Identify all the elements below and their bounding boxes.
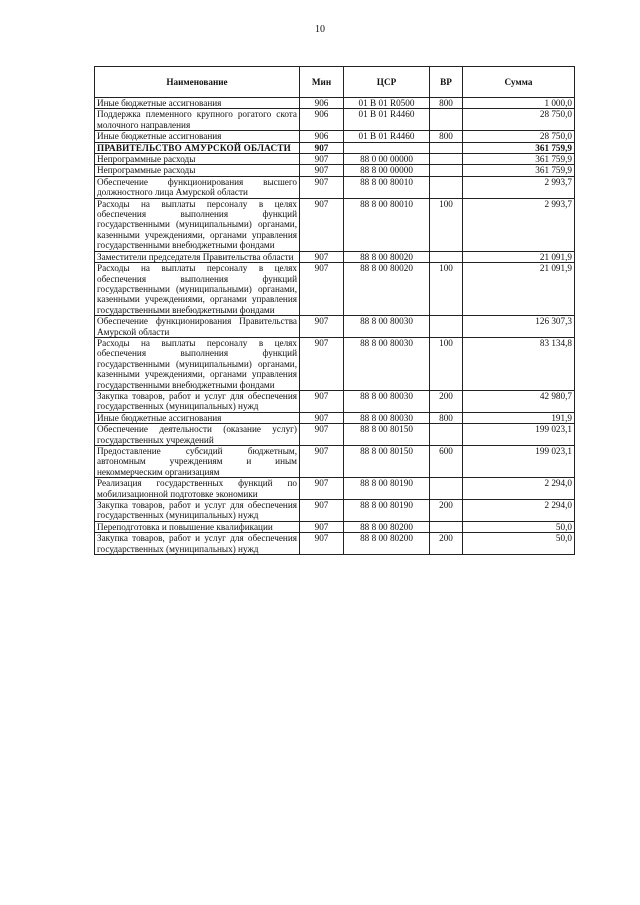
cell-min: 907 (300, 446, 344, 478)
header-name: Наименование (95, 67, 300, 98)
cell-name: Расходы на выплаты персоналу в целях обеспечения выполнения функций государственными (муниципальными) органами, казенными учреждениями, органами управления государственными внебюджетными фондами (95, 337, 300, 390)
table-row (95, 316, 575, 338)
cell-min: 907 (300, 412, 344, 423)
cell-vr (430, 251, 463, 262)
cell-csr: 88 8 00 80030 (344, 412, 430, 423)
cell-sum: 21 091,9 (463, 263, 575, 316)
table-row (95, 165, 575, 176)
cell-vr (430, 176, 463, 198)
table-row (95, 412, 575, 423)
cell-name: Иные бюджетные ассигнования (95, 131, 300, 142)
cell-min: 907 (300, 478, 344, 500)
cell-min: 907 (300, 337, 344, 390)
cell-min: 907 (300, 198, 344, 251)
cell-csr: 88 8 00 80200 (344, 533, 430, 555)
cell-min: 906 (300, 131, 344, 142)
cell-sum: 50,0 (463, 533, 575, 555)
cell-name: Обеспечение деятельности (оказание услуг) государственных учреждений (95, 424, 300, 446)
cell-csr: 88 8 00 80150 (344, 446, 430, 478)
cell-min: 907 (300, 142, 344, 153)
cell-sum: 2 294,0 (463, 478, 575, 500)
cell-sum: 1 000,0 (463, 98, 575, 109)
table-row (95, 98, 575, 109)
cell-min: 907 (300, 533, 344, 555)
cell-sum: 191,9 (463, 412, 575, 423)
cell-csr: 88 8 00 80010 (344, 198, 430, 251)
cell-name: Закупка товаров, работ и услуг для обеспечения государственных (муниципальных) нужд (95, 390, 300, 412)
cell-vr (430, 316, 463, 338)
table-row (95, 390, 575, 412)
cell-csr: 88 8 00 00000 (344, 165, 430, 176)
cell-vr (430, 109, 463, 131)
table-row (95, 131, 575, 142)
header-vr: ВР (430, 67, 463, 98)
cell-sum: 199 023,1 (463, 424, 575, 446)
cell-csr: 01 В 01 R0500 (344, 98, 430, 109)
cell-min: 907 (300, 154, 344, 165)
header-sum: Сумма (463, 67, 575, 98)
cell-csr: 01 В 01 R4460 (344, 131, 430, 142)
cell-sum: 28 750,0 (463, 131, 575, 142)
table-row (95, 251, 575, 262)
cell-name: Непрограммные расходы (95, 154, 300, 165)
cell-name: Поддержка племенного крупного рогатого скота молочного направления (95, 109, 300, 131)
cell-min: 907 (300, 176, 344, 198)
cell-name: Предоставление субсидий бюджетным, автономным учреждениям и иным некоммерческим организациям (95, 446, 300, 478)
cell-vr: 100 (430, 337, 463, 390)
cell-name: Закупка товаров, работ и услуг для обеспечения государственных (муниципальных) нужд (95, 500, 300, 522)
table-row (95, 533, 575, 555)
cell-sum: 2 294,0 (463, 500, 575, 522)
cell-sum: 83 134,8 (463, 337, 575, 390)
cell-name: Непрограммные расходы (95, 165, 300, 176)
cell-min: 906 (300, 109, 344, 131)
cell-vr: 800 (430, 131, 463, 142)
cell-csr: 88 0 00 00000 (344, 154, 430, 165)
table-row (95, 500, 575, 522)
table-row (95, 263, 575, 316)
cell-name: ПРАВИТЕЛЬСТВО АМУРСКОЙ ОБЛАСТИ (95, 142, 300, 153)
cell-name: Иные бюджетные ассигнования (95, 98, 300, 109)
cell-name: Обеспечение функционирования Правительства Амурской области (95, 316, 300, 338)
cell-min: 907 (300, 251, 344, 262)
cell-vr (430, 165, 463, 176)
cell-sum: 126 307,3 (463, 316, 575, 338)
cell-min: 907 (300, 424, 344, 446)
cell-sum: 361 759,9 (463, 165, 575, 176)
cell-vr: 200 (430, 390, 463, 412)
cell-vr (430, 521, 463, 532)
table-row (95, 142, 575, 153)
cell-sum: 2 993,7 (463, 198, 575, 251)
cell-sum: 28 750,0 (463, 109, 575, 131)
cell-vr: 600 (430, 446, 463, 478)
cell-csr: 88 8 00 80150 (344, 424, 430, 446)
cell-min: 907 (300, 165, 344, 176)
cell-min: 907 (300, 316, 344, 338)
cell-vr: 800 (430, 412, 463, 423)
cell-csr: 88 8 00 80030 (344, 390, 430, 412)
table-row (95, 424, 575, 446)
cell-vr: 100 (430, 263, 463, 316)
table-header-row (95, 67, 575, 98)
cell-csr: 88 8 00 80010 (344, 176, 430, 198)
cell-vr: 200 (430, 500, 463, 522)
cell-vr: 800 (430, 98, 463, 109)
cell-min: 906 (300, 98, 344, 109)
cell-vr (430, 154, 463, 165)
cell-name: Заместители председателя Правительства области (95, 251, 300, 262)
cell-vr: 200 (430, 533, 463, 555)
header-csr: ЦСР (344, 67, 430, 98)
cell-name: Расходы на выплаты персоналу в целях обеспечения выполнения функций государственными (муниципальными) органами, казенными учреждениями, органами управления государственными внебюджетными фондами (95, 198, 300, 251)
cell-sum: 361 759,9 (463, 154, 575, 165)
cell-csr (344, 142, 430, 153)
cell-sum: 199 023,1 (463, 446, 575, 478)
cell-name: Иные бюджетные ассигнования (95, 412, 300, 423)
cell-csr: 88 8 00 80030 (344, 337, 430, 390)
cell-sum: 21 091,9 (463, 251, 575, 262)
cell-csr: 88 8 00 80190 (344, 500, 430, 522)
table-body (95, 98, 575, 555)
header-min: Мин (300, 67, 344, 98)
cell-vr: 100 (430, 198, 463, 251)
budget-table (94, 66, 575, 555)
cell-vr (430, 142, 463, 153)
page-number: 10 (315, 24, 325, 35)
cell-name: Закупка товаров, работ и услуг для обеспечения государственных (муниципальных) нужд (95, 533, 300, 555)
cell-csr: 88 8 00 80020 (344, 263, 430, 316)
cell-csr: 01 В 01 R4460 (344, 109, 430, 131)
table-row (95, 446, 575, 478)
table-row (95, 176, 575, 198)
table-row (95, 521, 575, 532)
cell-vr (430, 424, 463, 446)
cell-name: Реализация государственных функций по мобилизационной подготовке экономики (95, 478, 300, 500)
cell-csr: 88 8 00 80200 (344, 521, 430, 532)
cell-csr: 88 8 00 80030 (344, 316, 430, 338)
cell-sum: 2 993,7 (463, 176, 575, 198)
cell-name: Переподготовка и повышение квалификации (95, 521, 300, 532)
cell-min: 907 (300, 390, 344, 412)
table-row (95, 478, 575, 500)
cell-csr: 88 8 00 80020 (344, 251, 430, 262)
cell-min: 907 (300, 500, 344, 522)
table-row (95, 198, 575, 251)
cell-sum: 42 980,7 (463, 390, 575, 412)
cell-name: Расходы на выплаты персоналу в целях обеспечения выполнения функций государственными (муниципальными) органами, казенными учреждениями, органами управления государственными внебюджетными фондами (95, 263, 300, 316)
table-row (95, 154, 575, 165)
cell-csr: 88 8 00 80190 (344, 478, 430, 500)
table-row (95, 337, 575, 390)
cell-min: 907 (300, 521, 344, 532)
cell-sum: 361 759,9 (463, 142, 575, 153)
table-row (95, 109, 575, 131)
cell-sum: 50,0 (463, 521, 575, 532)
cell-min: 907 (300, 263, 344, 316)
cell-name: Обеспечение функционирования высшего должностного лица Амурской области (95, 176, 300, 198)
cell-vr (430, 478, 463, 500)
